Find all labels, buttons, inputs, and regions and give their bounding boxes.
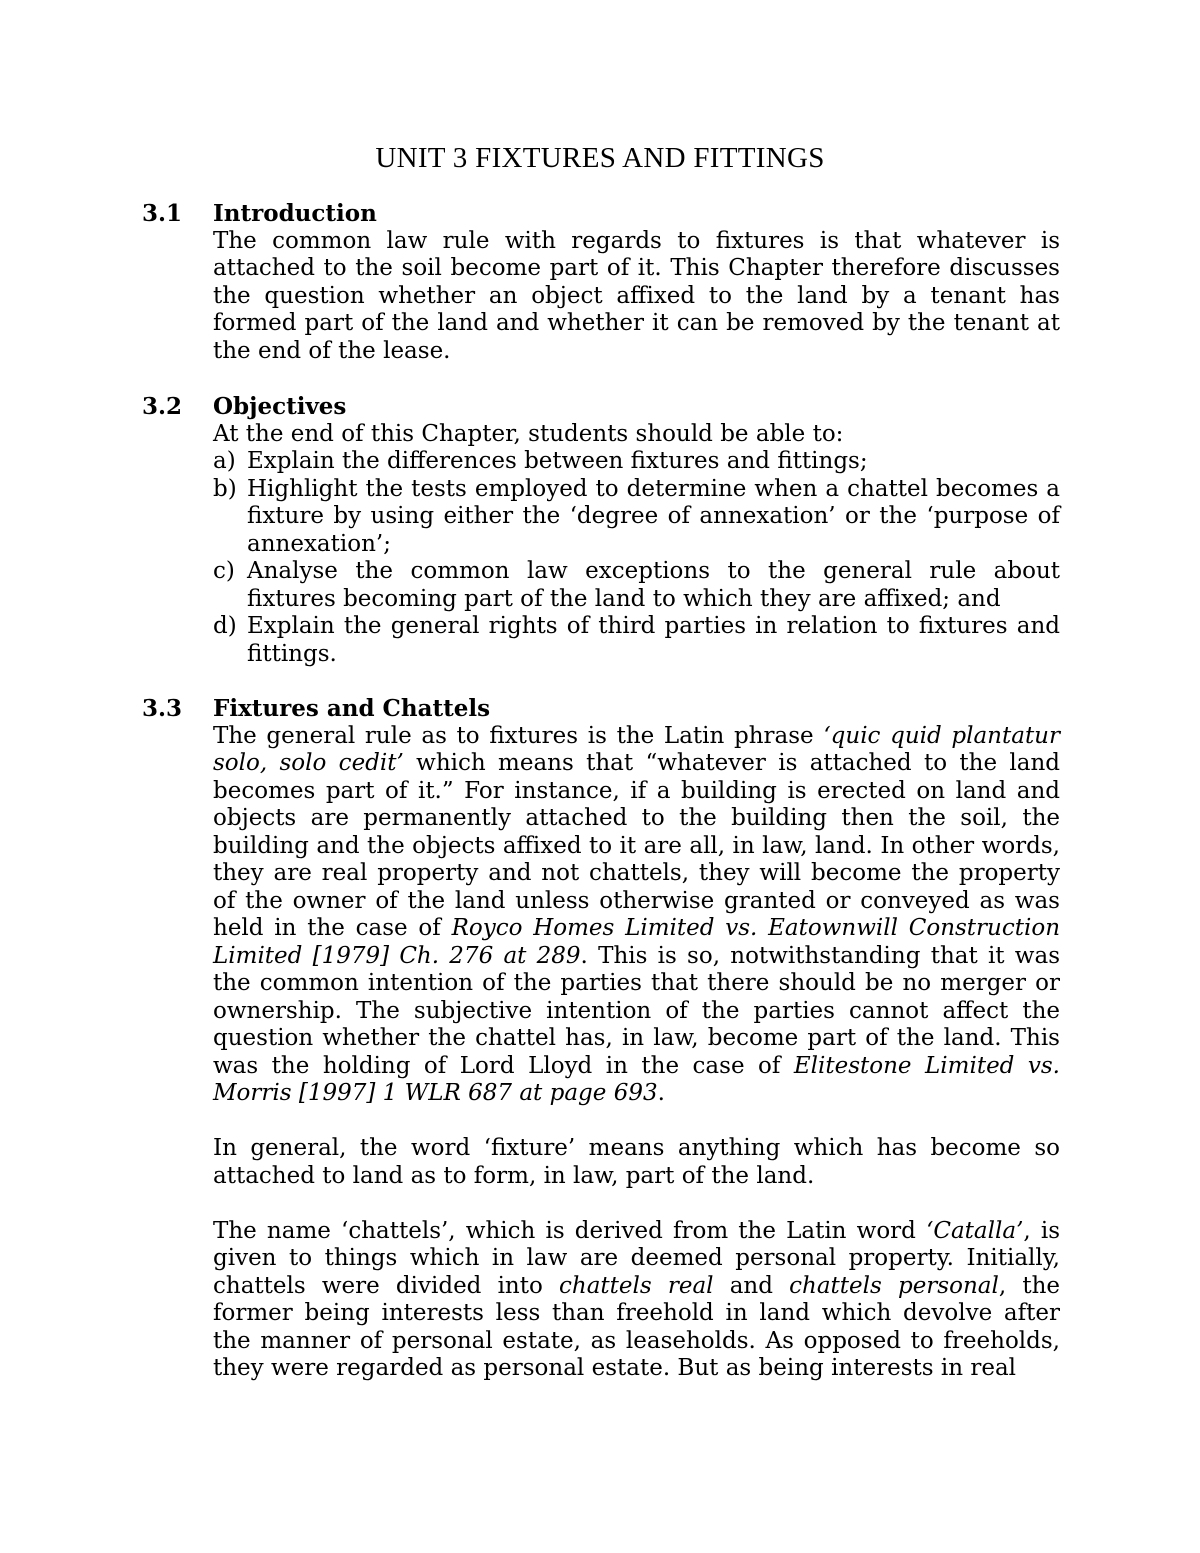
latin-phrase: ‘quic quid plantatur solo, solo cedit’ bbox=[213, 722, 1060, 776]
list-label: b) bbox=[213, 475, 237, 502]
section-objectives bbox=[142, 393, 1060, 668]
paragraph bbox=[213, 723, 1060, 1108]
case-citation: Royco Homes Limited vs. Eatownwill Construction Limited [1979] Ch. 276 at 289 bbox=[213, 915, 1061, 969]
section-introduction bbox=[142, 200, 1060, 365]
list-item bbox=[213, 613, 1060, 668]
list-text: Analyse the common law exceptions to the general rule about fixtures becoming part of the land to which they are affixed; and bbox=[247, 558, 1060, 612]
text-run: The general rule as to fixtures is the Latin phrase bbox=[213, 722, 824, 749]
list-text: Highlight the tests employed to determine when a chattel becomes a fixture by using either the ‘degree of annexation’ or the ‘purpose of annexation’; bbox=[247, 475, 1060, 557]
text-run: which means that “whatever is attached to the land becomes part of it.” For instance, if a building is erected on land and objects are permanently attached to the building then the soil, the building and the objects affixed to it are all, in law, land. In other words, they are real property and not chattels, they will become the property of the owner of the land unless otherwise granted or conveyed as was held in the case of bbox=[213, 750, 1060, 941]
paragraph bbox=[213, 1218, 1060, 1383]
list-label: c) bbox=[213, 558, 235, 584]
section-heading: Fixtures and Chattels bbox=[213, 695, 491, 722]
section-fixtures-and-chattels bbox=[142, 695, 1060, 1383]
list-text: Explain the general rights of third parties in relation to fixtures and fittings. bbox=[247, 613, 1060, 667]
text-run: . bbox=[657, 1080, 665, 1106]
section-heading: Objectives bbox=[213, 393, 347, 420]
section-number: 3.3 bbox=[142, 695, 183, 722]
emphasis: chattels real bbox=[559, 1272, 714, 1299]
list-item bbox=[213, 558, 1060, 613]
page-title: UNIT 3 FIXTURES AND FITTINGS bbox=[375, 142, 825, 174]
paragraph: In general, the word ‘fixture’ means anything which has become so attached to land as to form, in law, part of the land. bbox=[213, 1135, 1060, 1189]
section-number: 3.2 bbox=[142, 393, 183, 420]
paragraph: The common law rule with regards to fixtures is that whatever is attached to the soil become part of it. This Chapter therefore discusses the question whether an object affixed to the land by a tenant has formed part of the land and whether it can be removed by the tenant at the end of the lease. bbox=[213, 227, 1060, 364]
section-number: 3.1 bbox=[142, 200, 183, 227]
list-label: a) bbox=[213, 448, 236, 474]
list-item bbox=[213, 448, 1060, 476]
text-run: , is given to things which in law are deemed personal property. Initially, chattels were divided into bbox=[213, 1217, 1060, 1299]
text-run: . This is so, notwithstanding that it was the common intention of the parties that there should be no merger or ownership. The subjective intention of the parties cannot affect the question whether the chattel has, in law, become part of the land. This was the holding of Lord Lloyd in the case of bbox=[213, 942, 1060, 1079]
list-label: d) bbox=[213, 613, 237, 639]
emphasis: chattels personal bbox=[789, 1272, 999, 1299]
objectives-intro: At the end of this Chapter, students should be able to: bbox=[213, 420, 844, 447]
list-item bbox=[213, 476, 1060, 559]
text-run: and bbox=[713, 1272, 790, 1299]
case-citation: Elitestone Limited vs. Morris [1997] 1 WLR 687 at page 693 bbox=[213, 1052, 1060, 1106]
objectives-list bbox=[213, 448, 1060, 668]
text-run: , the former being interests less than freehold in land which devolve after the manner of personal estate, as leaseholds. As opposed to freeholds, they were regarded as personal estate. But as being interests in real bbox=[213, 1272, 1060, 1381]
text-run: The name ‘chattels’, which is derived from the Latin word bbox=[213, 1217, 927, 1244]
latin-word: ‘Catalla’ bbox=[926, 1217, 1024, 1244]
list-text: Explain the differences between fixtures and fittings; bbox=[247, 448, 868, 474]
section-heading: Introduction bbox=[213, 200, 377, 227]
